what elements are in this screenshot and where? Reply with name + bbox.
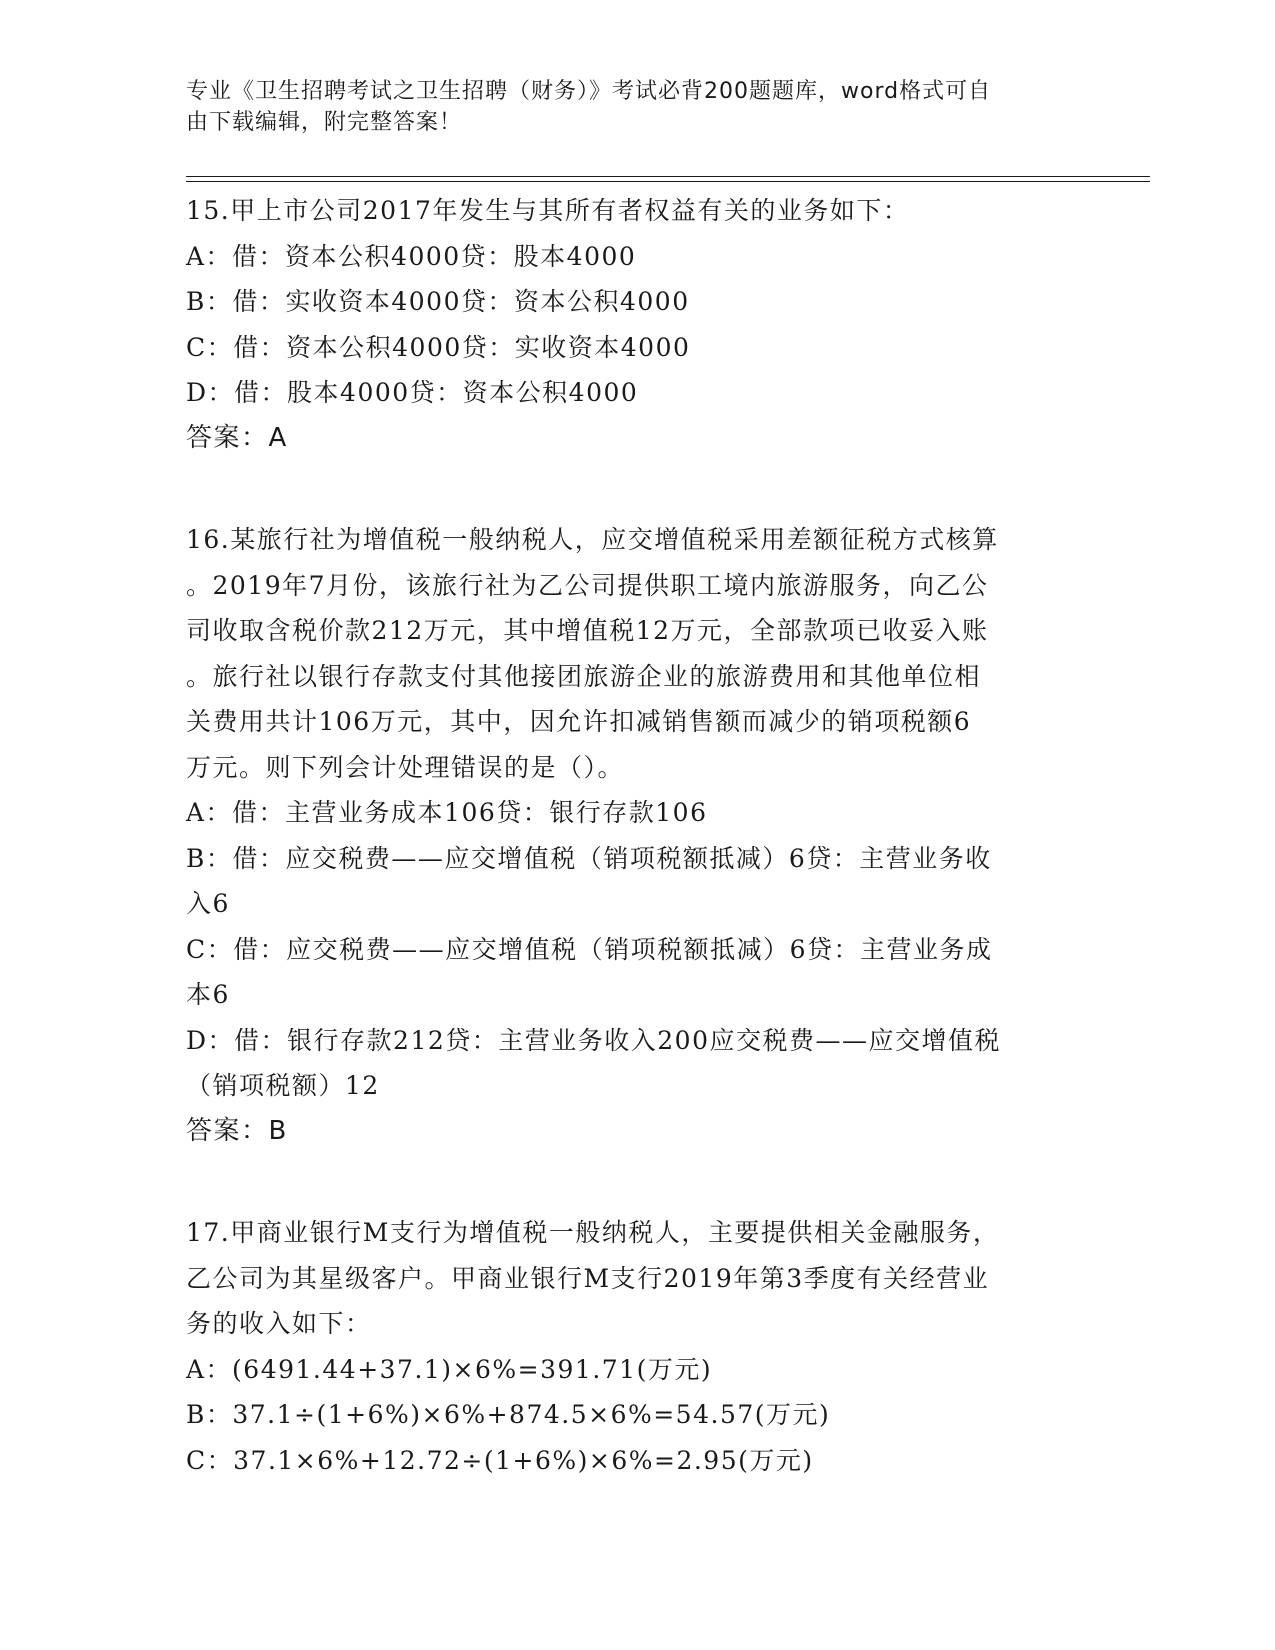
question-15 bbox=[186, 188, 1086, 461]
question-stem-line: 务的收入如下： bbox=[186, 1309, 372, 1338]
document-header bbox=[186, 76, 1066, 138]
question-stem-line: 万元。则下列会计处理错误的是（）。 bbox=[186, 752, 625, 782]
question-stem-line: 。2019年7月份，该旅行社为乙公司提供职工境内旅游服务，向乙公 bbox=[186, 570, 989, 600]
answer: 答案：B bbox=[186, 1115, 288, 1146]
option-a: A：借：主营业务成本106贷：银行存款106 bbox=[186, 798, 708, 827]
question-16 bbox=[186, 517, 1086, 1154]
option-b: B：37.1÷(1+6%)×6%+874.5×6%=54.57(万元) bbox=[186, 1400, 831, 1429]
option-d: D：借：银行存款212贷：主营业务收入200应交税费——应交增值税 bbox=[186, 1025, 1001, 1055]
question-stem-line: 司收取含税价款212万元，其中增值税12万元，全部款项已收妥入账 bbox=[186, 616, 989, 645]
header-line-1: 专业《卫生招聘考试之卫生招聘（财务）》考试必背200题题库，word格式可自 bbox=[186, 79, 992, 104]
option-d-continued: （销项税额）12 bbox=[186, 1071, 380, 1100]
question-stem-line: 15.甲上市公司2017年发生与其所有者权益有关的业务如下： bbox=[186, 196, 910, 225]
question-list bbox=[186, 188, 1086, 1483]
option-d: D：借：股本4000贷：资本公积4000 bbox=[186, 378, 639, 407]
option-c: C：37.1×6%+12.72÷(1+6%)×6%=2.95(万元) bbox=[186, 1445, 814, 1475]
answer: 答案：A bbox=[186, 422, 288, 453]
question-stem-line: 关费用共计106万元，其中，因允许扣减销售额而减少的销项税额6 bbox=[186, 707, 972, 736]
question-spacer bbox=[186, 1154, 1086, 1210]
option-c-continued: 本6 bbox=[186, 980, 230, 1009]
question-stem-line: 乙公司为其星级客户。甲商业银行M支行2019年第3季度有关经营业 bbox=[186, 1263, 990, 1293]
option-b: B：借：实收资本4000贷：资本公积4000 bbox=[186, 287, 690, 316]
header-line-2: 由下载编辑，附完整答案！ bbox=[186, 110, 463, 135]
question-17 bbox=[186, 1210, 1086, 1483]
header-divider-top bbox=[186, 176, 1150, 177]
option-c: C：借：应交税费——应交增值税（销项税额抵减）6贷：主营业务成 bbox=[186, 934, 993, 964]
question-stem-line: 。旅行社以银行存款支付其他接团旅游企业的旅游费用和其他单位相 bbox=[186, 661, 982, 691]
question-stem-line: 17.甲商业银行M支行为增值税一般纳税人，主要提供相关金融服务， bbox=[186, 1218, 1000, 1247]
option-a: A：借：资本公积4000贷：股本4000 bbox=[186, 241, 637, 271]
question-spacer bbox=[186, 461, 1086, 517]
header-divider-bottom bbox=[186, 181, 1150, 182]
option-b: B：借：应交税费——应交增值税（销项税额抵减）6贷：主营业务收 bbox=[186, 843, 992, 873]
option-c: C：借：资本公积4000贷：实收资本4000 bbox=[186, 332, 691, 362]
option-a: A：(6491.44+37.1)×6%=391.71(万元) bbox=[186, 1354, 713, 1384]
option-b-continued: 入6 bbox=[186, 889, 230, 918]
question-stem-line: 16.某旅行社为增值税一般纳税人，应交增值税采用差额征税方式核算 bbox=[186, 525, 999, 554]
